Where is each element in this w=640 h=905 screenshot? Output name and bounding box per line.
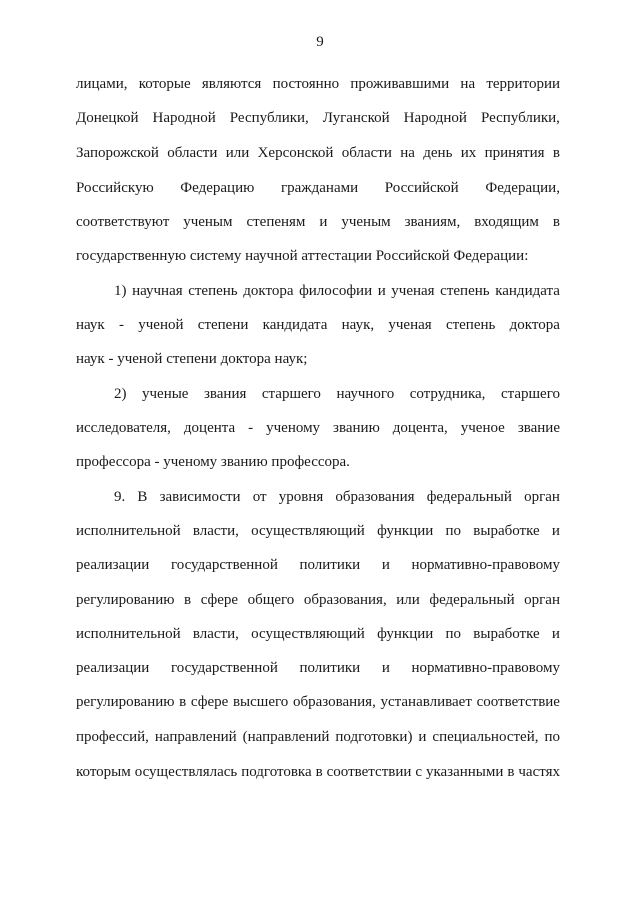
- word: ученой: [138, 317, 184, 333]
- word: Федерацию: [180, 180, 255, 196]
- word: званию: [333, 420, 380, 436]
- word: принятия: [484, 145, 545, 161]
- word: Луганской: [322, 110, 390, 126]
- word: 9.: [114, 489, 126, 505]
- word: высшего: [232, 694, 289, 710]
- word: исполнительной: [76, 523, 181, 539]
- word: частях: [518, 764, 560, 780]
- text-line: [114, 383, 560, 405]
- text-line: [76, 691, 560, 713]
- word: функции: [377, 626, 434, 642]
- word: доктора: [243, 283, 294, 299]
- word: политики: [299, 660, 361, 676]
- word: осуществляющий: [251, 626, 365, 642]
- text-line: [76, 177, 560, 199]
- word: по: [445, 523, 462, 539]
- word: регулированию: [76, 694, 175, 710]
- text-line: [76, 554, 560, 576]
- word: соответствии: [326, 764, 412, 780]
- word: научного: [336, 386, 395, 402]
- word: степень: [445, 317, 496, 333]
- word: сфере: [200, 592, 239, 608]
- word: подготовка: [241, 764, 312, 780]
- text-line: наук - ученой степени доктора наук;: [76, 351, 308, 367]
- word: и: [319, 214, 328, 230]
- word: в: [315, 764, 323, 780]
- word: Республики,: [480, 110, 560, 126]
- word: Херсонской: [257, 145, 334, 161]
- word: области: [167, 145, 218, 161]
- word: соответствие: [476, 694, 560, 710]
- word: реализации: [76, 660, 150, 676]
- text-line: [76, 761, 560, 783]
- text-line: [76, 623, 560, 645]
- word: и: [381, 557, 390, 573]
- word: профессий,: [76, 729, 149, 745]
- word: степень: [188, 283, 238, 299]
- word: доктора: [509, 317, 560, 333]
- word: с: [415, 764, 422, 780]
- word: и: [418, 729, 427, 745]
- word: Российской: [384, 180, 459, 196]
- word: осуществляющий: [251, 523, 365, 539]
- word: ученое: [460, 420, 505, 436]
- word: Народной: [152, 110, 216, 126]
- word: выработке: [473, 626, 540, 642]
- word: в: [552, 214, 560, 230]
- word: доцента: [183, 420, 236, 436]
- word: степени: [197, 317, 249, 333]
- word: научная: [132, 283, 183, 299]
- word: лицами,: [76, 76, 128, 92]
- word: указанными: [425, 764, 504, 780]
- word: власти,: [192, 626, 239, 642]
- word: устанавливает: [380, 694, 472, 710]
- word: день: [423, 145, 453, 161]
- word: доцента,: [392, 420, 448, 436]
- word: входящим: [474, 214, 539, 230]
- word: ученая: [388, 317, 432, 333]
- word: Запорожской: [76, 145, 159, 161]
- word: нормативно-правовому: [411, 660, 560, 676]
- word: проживавшими: [350, 76, 450, 92]
- word: ученым: [341, 214, 391, 230]
- word: ученому: [266, 420, 321, 436]
- word: орган: [524, 592, 560, 608]
- text-line: [76, 520, 560, 542]
- word: от: [252, 489, 267, 505]
- text-line: [76, 211, 560, 233]
- word: выработке: [473, 523, 540, 539]
- word: образования,: [303, 592, 387, 608]
- word: постоянно: [272, 76, 340, 92]
- word: звания: [203, 386, 247, 402]
- word: в: [184, 592, 192, 608]
- word: наук,: [341, 317, 375, 333]
- word: гражданами: [280, 180, 359, 196]
- word: которым: [76, 764, 131, 780]
- word: которые: [138, 76, 191, 92]
- word: регулированию: [76, 592, 175, 608]
- word: области: [341, 145, 392, 161]
- word: 2): [114, 386, 127, 402]
- text-line: профессора - ученому званию профессора.: [76, 454, 350, 470]
- word: их: [460, 145, 477, 161]
- word: федеральный: [429, 592, 515, 608]
- word: на: [400, 145, 415, 161]
- word: и: [551, 523, 560, 539]
- word: зависимости: [159, 489, 241, 505]
- word: философии: [299, 283, 373, 299]
- word: в: [179, 694, 187, 710]
- word: или: [396, 592, 420, 608]
- word: сфере: [190, 694, 229, 710]
- word: подготовки): [335, 729, 413, 745]
- word: или: [225, 145, 250, 161]
- word: Российскую: [76, 180, 154, 196]
- text-line: [76, 314, 560, 336]
- text-line: [76, 589, 560, 611]
- word: ученая: [391, 283, 435, 299]
- word: нормативно-правовому: [411, 557, 560, 573]
- word: образования: [335, 489, 415, 505]
- word: государственной: [170, 660, 278, 676]
- word: старшего: [500, 386, 560, 402]
- word: образования,: [292, 694, 376, 710]
- word: государственной: [170, 557, 278, 573]
- word: ученые: [142, 386, 189, 402]
- word: старшего: [261, 386, 321, 402]
- word: кандидата: [495, 283, 560, 299]
- text-line: [76, 107, 560, 129]
- word: и: [381, 660, 390, 676]
- word: политики: [299, 557, 361, 573]
- word: степень: [440, 283, 490, 299]
- word: орган: [524, 489, 560, 505]
- word: функции: [377, 523, 434, 539]
- word: по: [445, 626, 462, 642]
- word: исследователя,: [76, 420, 171, 436]
- word: Народной: [403, 110, 467, 126]
- text-line: [76, 657, 560, 679]
- word: званиям,: [404, 214, 461, 230]
- word: осуществлялась: [134, 764, 238, 780]
- word: соответствуют: [76, 214, 170, 230]
- text-line: [76, 73, 560, 95]
- word: ученым: [183, 214, 233, 230]
- text-line: [76, 142, 560, 164]
- word: степеням: [246, 214, 306, 230]
- word: -: [248, 420, 254, 436]
- word: в: [507, 764, 515, 780]
- text-line: [114, 280, 560, 302]
- word: власти,: [192, 523, 239, 539]
- word: на: [460, 76, 476, 92]
- text-line: [114, 486, 560, 508]
- word: направлений: [154, 729, 237, 745]
- word: общего: [247, 592, 295, 608]
- word: федеральный: [426, 489, 512, 505]
- text-line: [76, 726, 560, 748]
- word: кандидата: [262, 317, 328, 333]
- word: Республики,: [229, 110, 309, 126]
- word: в: [552, 145, 560, 161]
- text-line: государственную систему научной аттестации Российской Федерации:: [76, 248, 529, 264]
- word: исполнительной: [76, 626, 181, 642]
- word: -: [118, 317, 124, 333]
- word: и: [551, 626, 560, 642]
- text-line: [76, 417, 560, 439]
- word: 1): [114, 283, 127, 299]
- word: по: [544, 729, 560, 745]
- word: Федерации,: [485, 180, 560, 196]
- word: (направлений: [242, 729, 330, 745]
- word: сотрудника,: [409, 386, 486, 402]
- page-number: 9: [316, 34, 324, 50]
- word: реализации: [76, 557, 150, 573]
- word: наук: [76, 317, 105, 333]
- word: звание: [517, 420, 560, 436]
- word: специальностей,: [432, 729, 539, 745]
- word: и: [377, 283, 386, 299]
- word: территории: [486, 76, 560, 92]
- word: В: [137, 489, 148, 505]
- word: уровня: [278, 489, 324, 505]
- word: являются: [201, 76, 262, 92]
- word: Донецкой: [76, 110, 139, 126]
